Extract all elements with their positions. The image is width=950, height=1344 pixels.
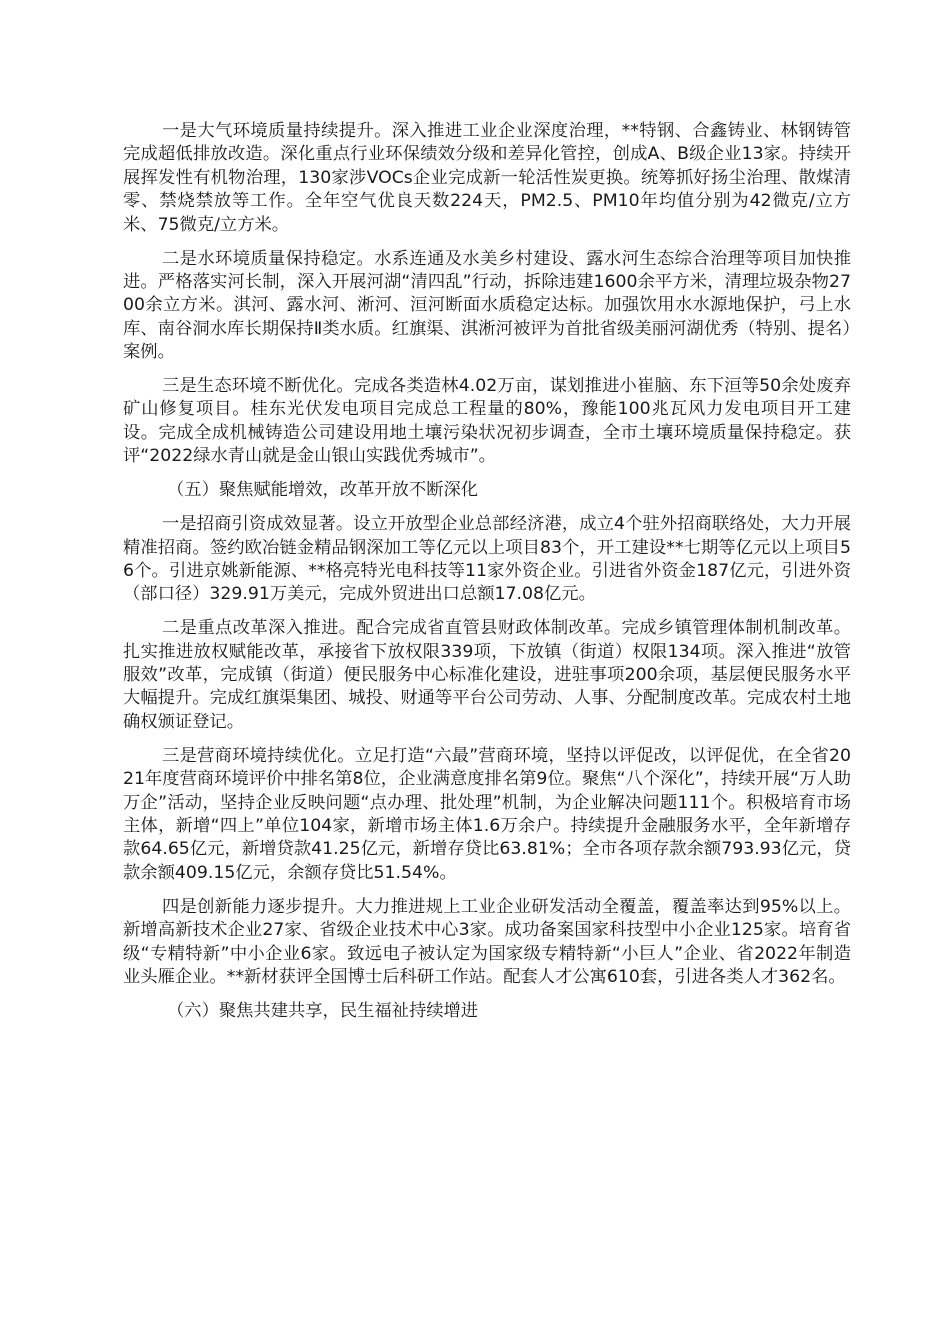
document-body xyxy=(123,120,851,1034)
paragraph-reform: 二是重点改革深入推进。配合完成省直管县财政体制改革。完成乡镇管理体制机制改革。扎实推进放权赋能改革，承接省下放权限339项，下放镇（街道）权限134项。深入推进“放管服效”改革，完成镇（街道）便民服务中心标准化建设，进驻事项200余项，基层便民服务水平大幅提升。完成红旗渠集团、城投、财通等平台公司劳动、人事、分配制度改革。完成农村土地确权颁证登记。 xyxy=(123,618,851,732)
paragraph-innovation: 四是创新能力逐步提升。大力推进规上工业企业研发活动全覆盖，覆盖率达到95%以上。新增高新技术企业27家、省级企业技术中心3家。成功备案国家科技型中小企业125家。培育省级“专精特新”中小企业6家。致远电子被认定为国家级专精特新“小巨人”企业、省2022年制造业头雁企业。**新材获评全国博士后科研工作站。配套人才公寓610套，引进各类人才362名。 xyxy=(123,896,851,987)
section-heading-5: （五）聚焦赋能增效，改革开放不断深化 xyxy=(167,480,479,501)
paragraph-ecology: 三是生态环境不断优化。完成各类造林4.02万亩，谋划推进小崔脑、东下洹等50余处废弃矿山修复项目。桂东光伏发电项目完成总工程量的80%，豫能100兆瓦风力发电项目开工建设。完成全成机械铸造公司建设用地土壤污染状况初步调查，全市土壤环境质量保持稳定。获评“2022绿水青山就是金山银山实践优秀城市”。 xyxy=(123,376,851,467)
paragraph-air-quality: 一是大气环境质量持续提升。深入推进工业企业深度治理，**特钢、合鑫铸业、林钢铸管完成超低排放改造。深化重点行业环保绩效分级和差异化管控，创成A、B级企业13家。持续开展挥发性有机物治理，130家涉VOCs企业完成新一轮活性炭更换。统筹抓好扬尘治理、散煤清零、禁烧禁放等工作。全年空气优良天数224天，PM2.5、PM10年均值分别为42微克/立方米、75微克/立方米。 xyxy=(123,121,851,235)
paragraph-business-environment: 三是营商环境持续优化。立足打造“六最”营商环境，坚持以评促改，以评促优，在全省2021年度营商环境评价中排名第8位，企业满意度排名第9位。聚焦“八个深化”，持续开展“万人助万企”活动，坚持企业反映问题“点办理、批处理”机制，为企业解决问题111个。积极培育市场主体，新增“四上”单位104家，新增市场主体1.6万余户。持续提升金融服务水平，全年新增存款64.65亿元，新增贷款41.25亿元，新增存贷比63.81%；全市各项存款余额793.93亿元，贷款余额409.15亿元，余额存贷比51.54%。 xyxy=(123,745,851,883)
paragraph-investment: 一是招商引资成效显著。设立开放型企业总部经济港，成立4个驻外招商联络处，大力开展精准招商。签约欧冶链金精品钢深加工等亿元以上项目83个，开工建设**七期等亿元以上项目56个。引进京姚新能源、**格亮特光电科技等11家外资企业。引进省外资金187亿元，引进外资（部口径）329.91万美元，完成外贸进出口总额17.08亿元。 xyxy=(123,514,851,605)
paragraph-water-quality: 二是水环境质量保持稳定。水系连通及水美乡村建设、露水河生态综合治理等项目加快推进。严格落实河长制，深入开展河湖“清四乱”行动，拆除违建1600余平方米，清理垃圾杂物2700余立方米。淇河、露水河、淅河、洹河断面水质稳定达标。加强饮用水水源地保护，弓上水库、南谷洞水库长期保持Ⅱ类水质。红旗渠、淇淅河被评为首批省级美丽河湖优秀（特别、提名）案例。 xyxy=(123,248,851,363)
section-heading-6: （六）聚焦共建共享，民生福祉持续增进 xyxy=(167,1000,479,1021)
